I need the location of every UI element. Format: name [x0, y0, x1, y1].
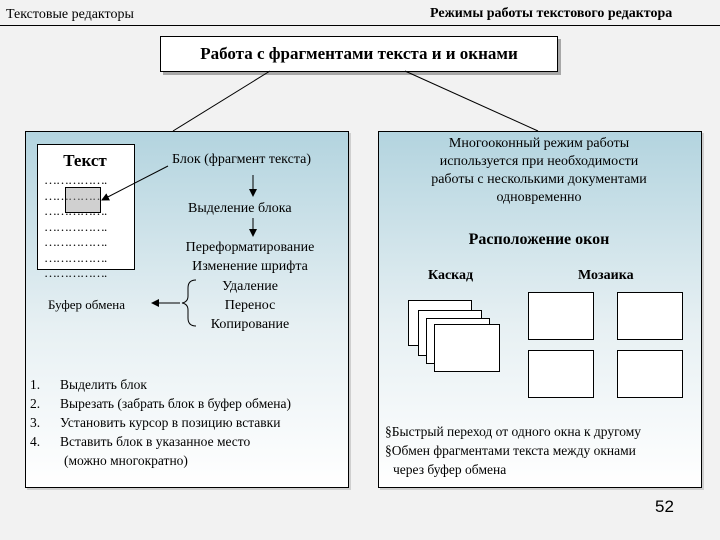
operation-item: Изменение шрифта	[192, 259, 308, 275]
main-title: Работа с фрагментами текста и и окнами	[200, 44, 518, 63]
multiwindow-intro	[378, 135, 700, 207]
tile-window	[617, 292, 683, 340]
benefit-item: §Быстрый переход от одного окна к другому	[385, 424, 642, 439]
operation-item: Перенос	[224, 297, 276, 313]
layout-title: Расположение окон	[468, 231, 610, 248]
intro-line: используется при необходимости	[439, 154, 639, 169]
cascade-label: Каскад	[428, 268, 474, 283]
block-label: Блок (фрагмент текста)	[172, 152, 311, 167]
intro-line: Многооконный режим работы	[448, 136, 630, 151]
step-item: 4. Вставить блок в указанное место	[30, 434, 251, 449]
dots-line: …………….	[44, 203, 107, 218]
operation-item: Удаление	[222, 278, 278, 294]
step-item: (можно многократно)	[64, 453, 188, 468]
tile-window	[528, 350, 594, 398]
step-item: 1. Выделить блок	[30, 377, 147, 392]
benefit-item: §Обмен фрагментами текста между окнами	[385, 443, 636, 458]
operations-brace	[182, 280, 196, 326]
page-number: 52	[655, 497, 674, 516]
step-item: 3. Установить курсор в позицию вставки	[30, 415, 281, 430]
intro-line: работы с несколькими документами	[431, 172, 647, 187]
clipboard-label: Буфер обмена	[48, 297, 125, 312]
selection-label: Выделение блока	[188, 201, 292, 216]
benefits-list	[385, 422, 641, 479]
cascade-window	[434, 324, 500, 372]
dots-line: …………….	[44, 172, 107, 187]
tile-window	[617, 350, 683, 398]
operation-item: Переформатирование	[185, 240, 315, 255]
step-item: 2. Вырезать (забрать блок в буфер обмена)	[30, 396, 291, 411]
operation-item: Копирование	[210, 317, 290, 333]
dots-line: …………….	[44, 234, 107, 249]
dots-line: …………….	[44, 265, 107, 280]
section-title: Текстовые редакторы	[6, 7, 134, 22]
tile-label: Мозаика	[578, 268, 634, 283]
intro-line: одновременно	[496, 190, 582, 205]
text-label: Текст	[63, 151, 107, 170]
arrow-block	[102, 166, 168, 200]
benefit-item: через буфер обмена	[393, 462, 507, 477]
dots-line: …………….	[44, 187, 107, 203]
slide-topic: Режимы работы текстового редактора	[430, 6, 673, 21]
steps-list	[30, 375, 291, 470]
tile-window	[528, 292, 594, 340]
dots-line: …………….	[44, 249, 107, 265]
dots-line: …………….	[44, 218, 107, 234]
